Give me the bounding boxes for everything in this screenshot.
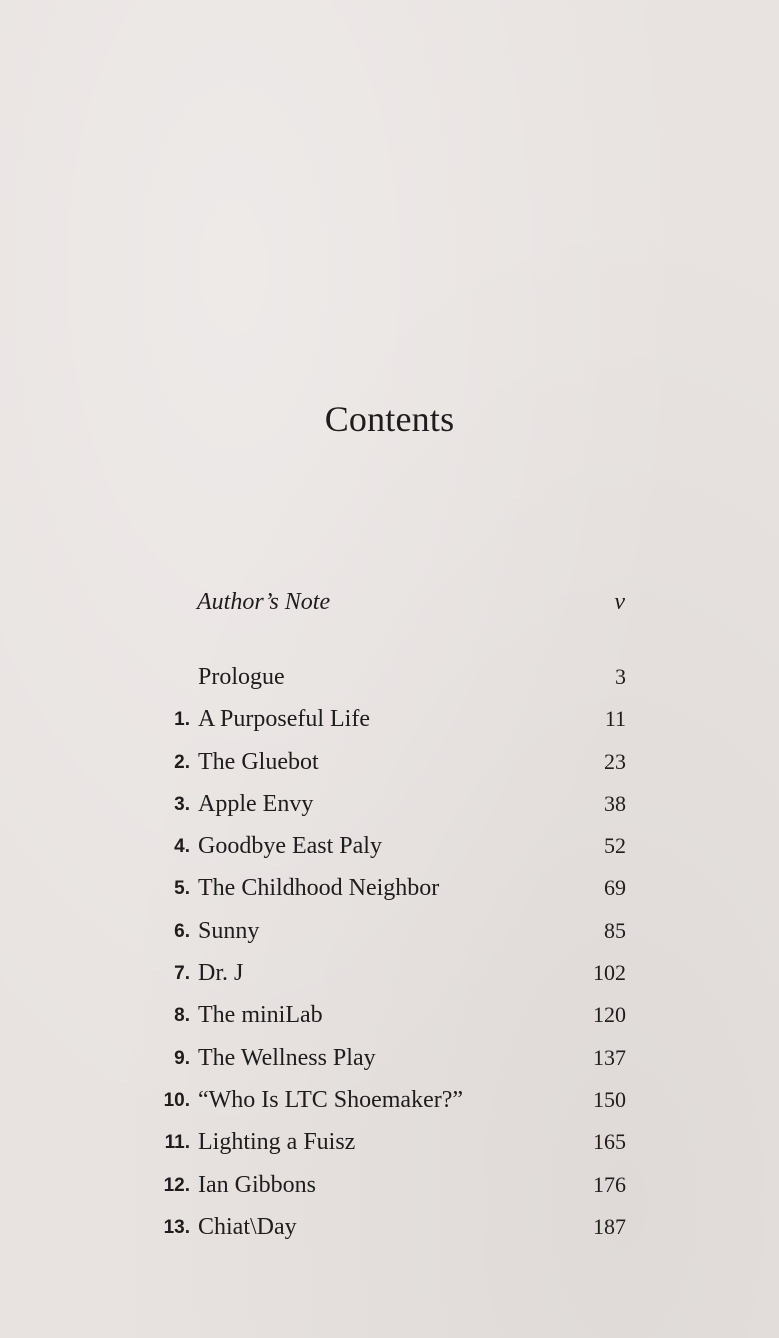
chapter-number: 12. — [163, 1174, 190, 1196]
entry-title: Chiat\Day — [198, 1213, 297, 1240]
chapter-number: 9. — [174, 1047, 190, 1069]
toc-entry-chapter-11 — [150, 1129, 626, 1171]
toc-entry-chapter-5 — [150, 875, 626, 917]
entry-title: Lighting a Fuisz — [198, 1129, 356, 1156]
entry-page-number: 120 — [593, 1002, 626, 1028]
entry-page-number: 176 — [593, 1171, 626, 1197]
entry-title: The Gluebot — [198, 748, 319, 775]
entry-page-number: 52 — [604, 833, 626, 859]
entry-title: Ian Gibbons — [198, 1171, 316, 1198]
toc-entry-prologue — [150, 664, 626, 706]
entry-page-number: 137 — [593, 1044, 626, 1070]
chapter-number: 8. — [174, 1005, 190, 1027]
entry-title: “Who Is LTC Shoemaker?” — [198, 1086, 464, 1113]
entry-page-number: v — [614, 589, 625, 615]
toc-entry-chapter-13 — [150, 1214, 626, 1256]
entry-title: Prologue — [198, 664, 285, 690]
entry-page-number: 11 — [604, 706, 626, 732]
toc-entry-chapter-6 — [150, 918, 626, 960]
entry-page-number: 187 — [593, 1213, 626, 1239]
entry-title: The miniLab — [198, 1002, 323, 1029]
entry-title: The Childhood Neighbor — [198, 875, 440, 902]
toc-entry-chapter-1 — [150, 706, 626, 748]
chapter-number: 11. — [164, 1132, 190, 1154]
entry-title: Dr. J — [198, 960, 244, 987]
entry-page-number: 69 — [604, 875, 626, 901]
entry-page-number: 150 — [593, 1086, 626, 1112]
entry-page-number: 3 — [615, 664, 626, 689]
entry-title: Sunny — [198, 917, 260, 944]
toc-list — [150, 664, 626, 1256]
toc-entry-chapter-8 — [150, 1002, 626, 1044]
toc-entry-chapter-12 — [150, 1172, 626, 1214]
toc-entry-chapter-3 — [150, 791, 626, 833]
entry-page-number: 102 — [593, 960, 626, 986]
toc-entry-chapter-4 — [150, 833, 626, 875]
chapter-number: 6. — [174, 920, 190, 942]
entry-page-number: 85 — [604, 917, 626, 943]
chapter-number: 1. — [174, 709, 190, 731]
entry-title: Apple Envy — [198, 790, 314, 817]
entry-title: The Wellness Play — [198, 1044, 376, 1071]
page-title: Contents — [324, 399, 455, 439]
toc-entry-authors-note — [197, 589, 625, 623]
chapter-number: 7. — [174, 963, 190, 985]
chapter-number: 13. — [163, 1216, 190, 1238]
entry-title: A Purposeful Life — [198, 706, 370, 733]
toc-entry-chapter-2 — [150, 749, 626, 791]
entry-page-number: 23 — [604, 748, 626, 774]
toc-entry-chapter-10 — [150, 1087, 626, 1129]
entry-title: Author’s Note — [197, 589, 331, 615]
entry-page-number: 38 — [604, 790, 626, 816]
chapter-number: 4. — [174, 836, 190, 858]
chapter-number: 3. — [174, 793, 190, 815]
entry-title: Goodbye East Paly — [198, 833, 382, 860]
chapter-number: 5. — [174, 878, 190, 900]
toc-entry-chapter-9 — [150, 1045, 626, 1087]
toc-entry-chapter-7 — [150, 960, 626, 1002]
chapter-number: 2. — [174, 751, 190, 773]
entry-page-number: 165 — [593, 1129, 626, 1155]
chapter-number: 10. — [163, 1089, 190, 1111]
